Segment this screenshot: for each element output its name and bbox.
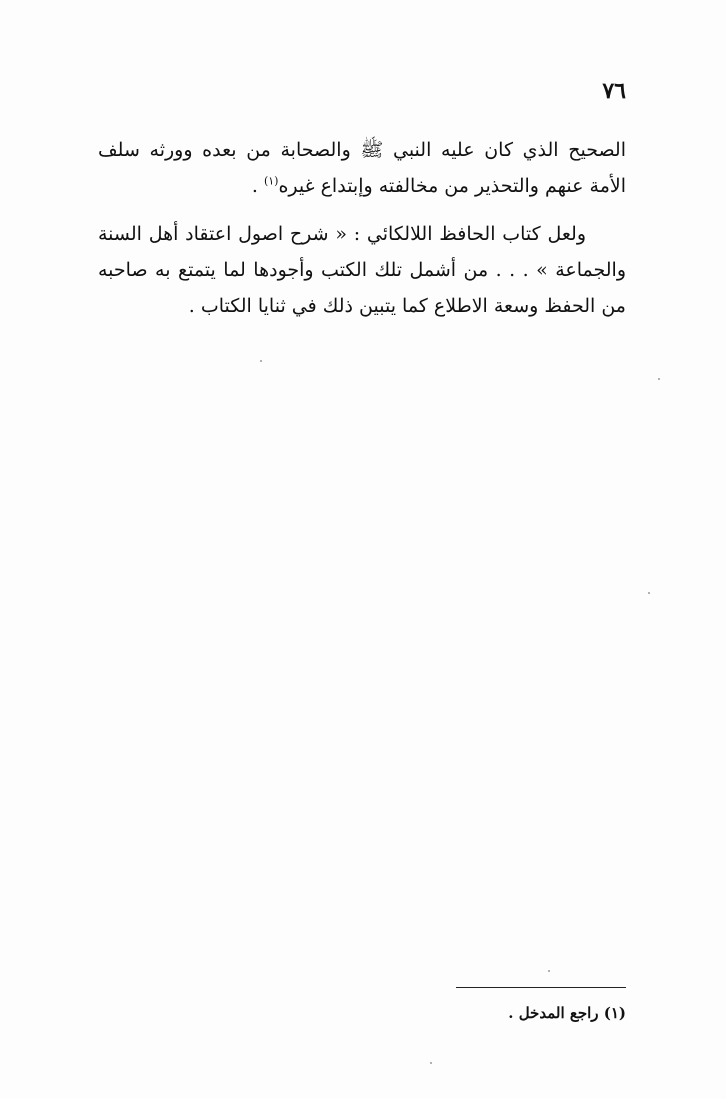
paragraph-1-text: الصحيح الذي كان عليه النبي ﷺ والصحابة من بعده وورثه سلف الأمة عنهم والتحذير من مخالفته وإبتداع غيره xyxy=(98,139,626,197)
paragraph-1-tail: . xyxy=(251,175,264,197)
page-number: ٧٦ xyxy=(602,78,626,104)
paragraph-1 xyxy=(98,132,626,204)
paragraph-2-text: ولعل كتاب الحافظ اللالكائي : « شرح اصول اعتقاد أهل السنة والجماعة » . . . من أشمل تلك الكتب وأجودها لما يتمتع به صاحبه من الحفظ وسعة الاطلاع كما يتبين ذلك في ثنايا الكتاب . xyxy=(98,223,626,317)
scan-speck xyxy=(260,360,262,362)
scan-speck xyxy=(548,970,550,972)
paragraph-2 xyxy=(98,216,626,324)
scan-speck xyxy=(658,378,660,380)
footnote-divider xyxy=(456,987,626,988)
footnote-1: (١) راجع المدخل . xyxy=(508,1004,626,1022)
footnote-reference[interactable]: (١) xyxy=(263,174,279,188)
scan-speck xyxy=(430,1062,432,1064)
scan-speck xyxy=(648,592,650,594)
body-text xyxy=(98,132,626,336)
